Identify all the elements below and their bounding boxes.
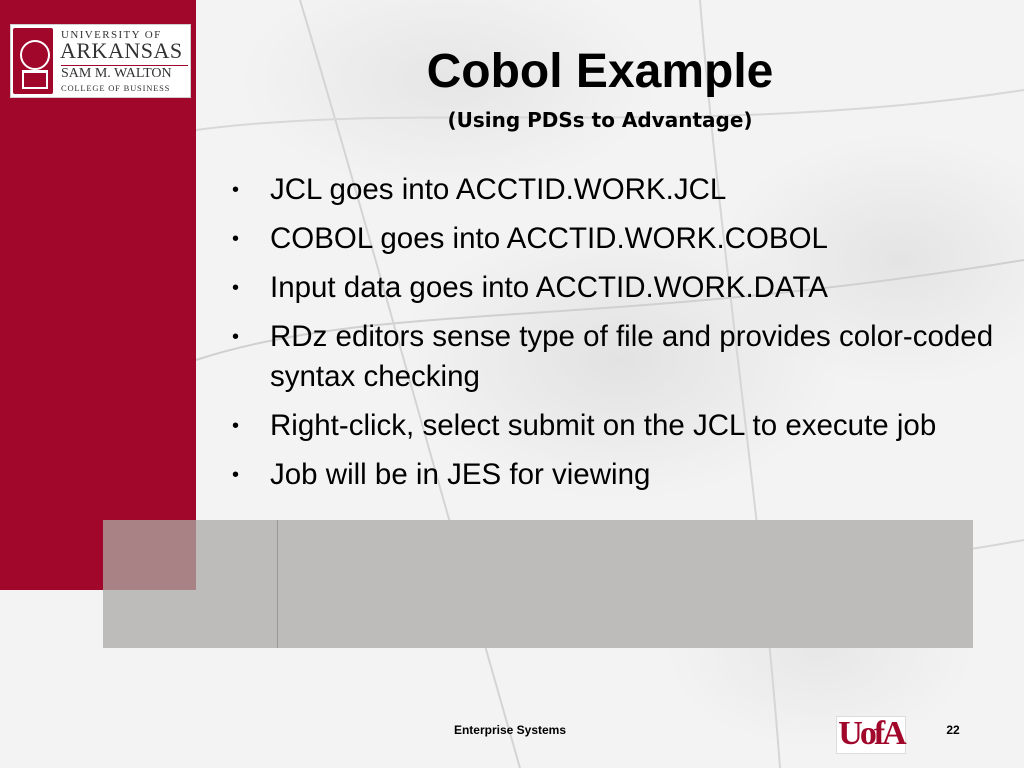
university-logo	[10, 24, 191, 98]
slide-title: Cobol Example	[426, 45, 774, 98]
band-overlap-block	[103, 520, 196, 590]
ua-logo-text: UofA	[838, 715, 904, 752]
bullet-item: • Right-click, select submit on the JCL to execute job	[232, 409, 937, 442]
footer-title: Enterprise Systems	[453, 723, 567, 737]
bullet-item: • Input data goes into ACCTID.WORK.DATA	[232, 271, 828, 304]
bottom-gray-band	[103, 520, 973, 648]
logo-line-walton: SAM M. WALTON	[61, 66, 172, 81]
slide-subtitle: (Using PDSs to Advantage)	[447, 108, 753, 132]
bullet-item: • JCL goes into ACCTID.WORK.JCL	[232, 173, 727, 206]
gray-band-divider	[277, 520, 278, 648]
bullet-item: • RDz editors sense type of file and provides color-coded syntax checking	[232, 320, 994, 393]
logo-line-arkansas: ARKANSAS	[60, 38, 183, 63]
bullet-list	[232, 170, 1002, 504]
bullet-item: • COBOL goes into ACCTID.WORK.COBOL	[232, 222, 828, 255]
page-number: 22	[946, 723, 960, 737]
logo-line-college: COLLEGE OF BUSINESS	[61, 83, 171, 93]
ua-logo-icon	[836, 716, 906, 754]
bullet-item: • Job will be in JES for viewing	[232, 458, 651, 491]
old-main-seal-icon	[13, 28, 53, 94]
logo-line-university: UNIVERSITY OF	[61, 29, 162, 41]
